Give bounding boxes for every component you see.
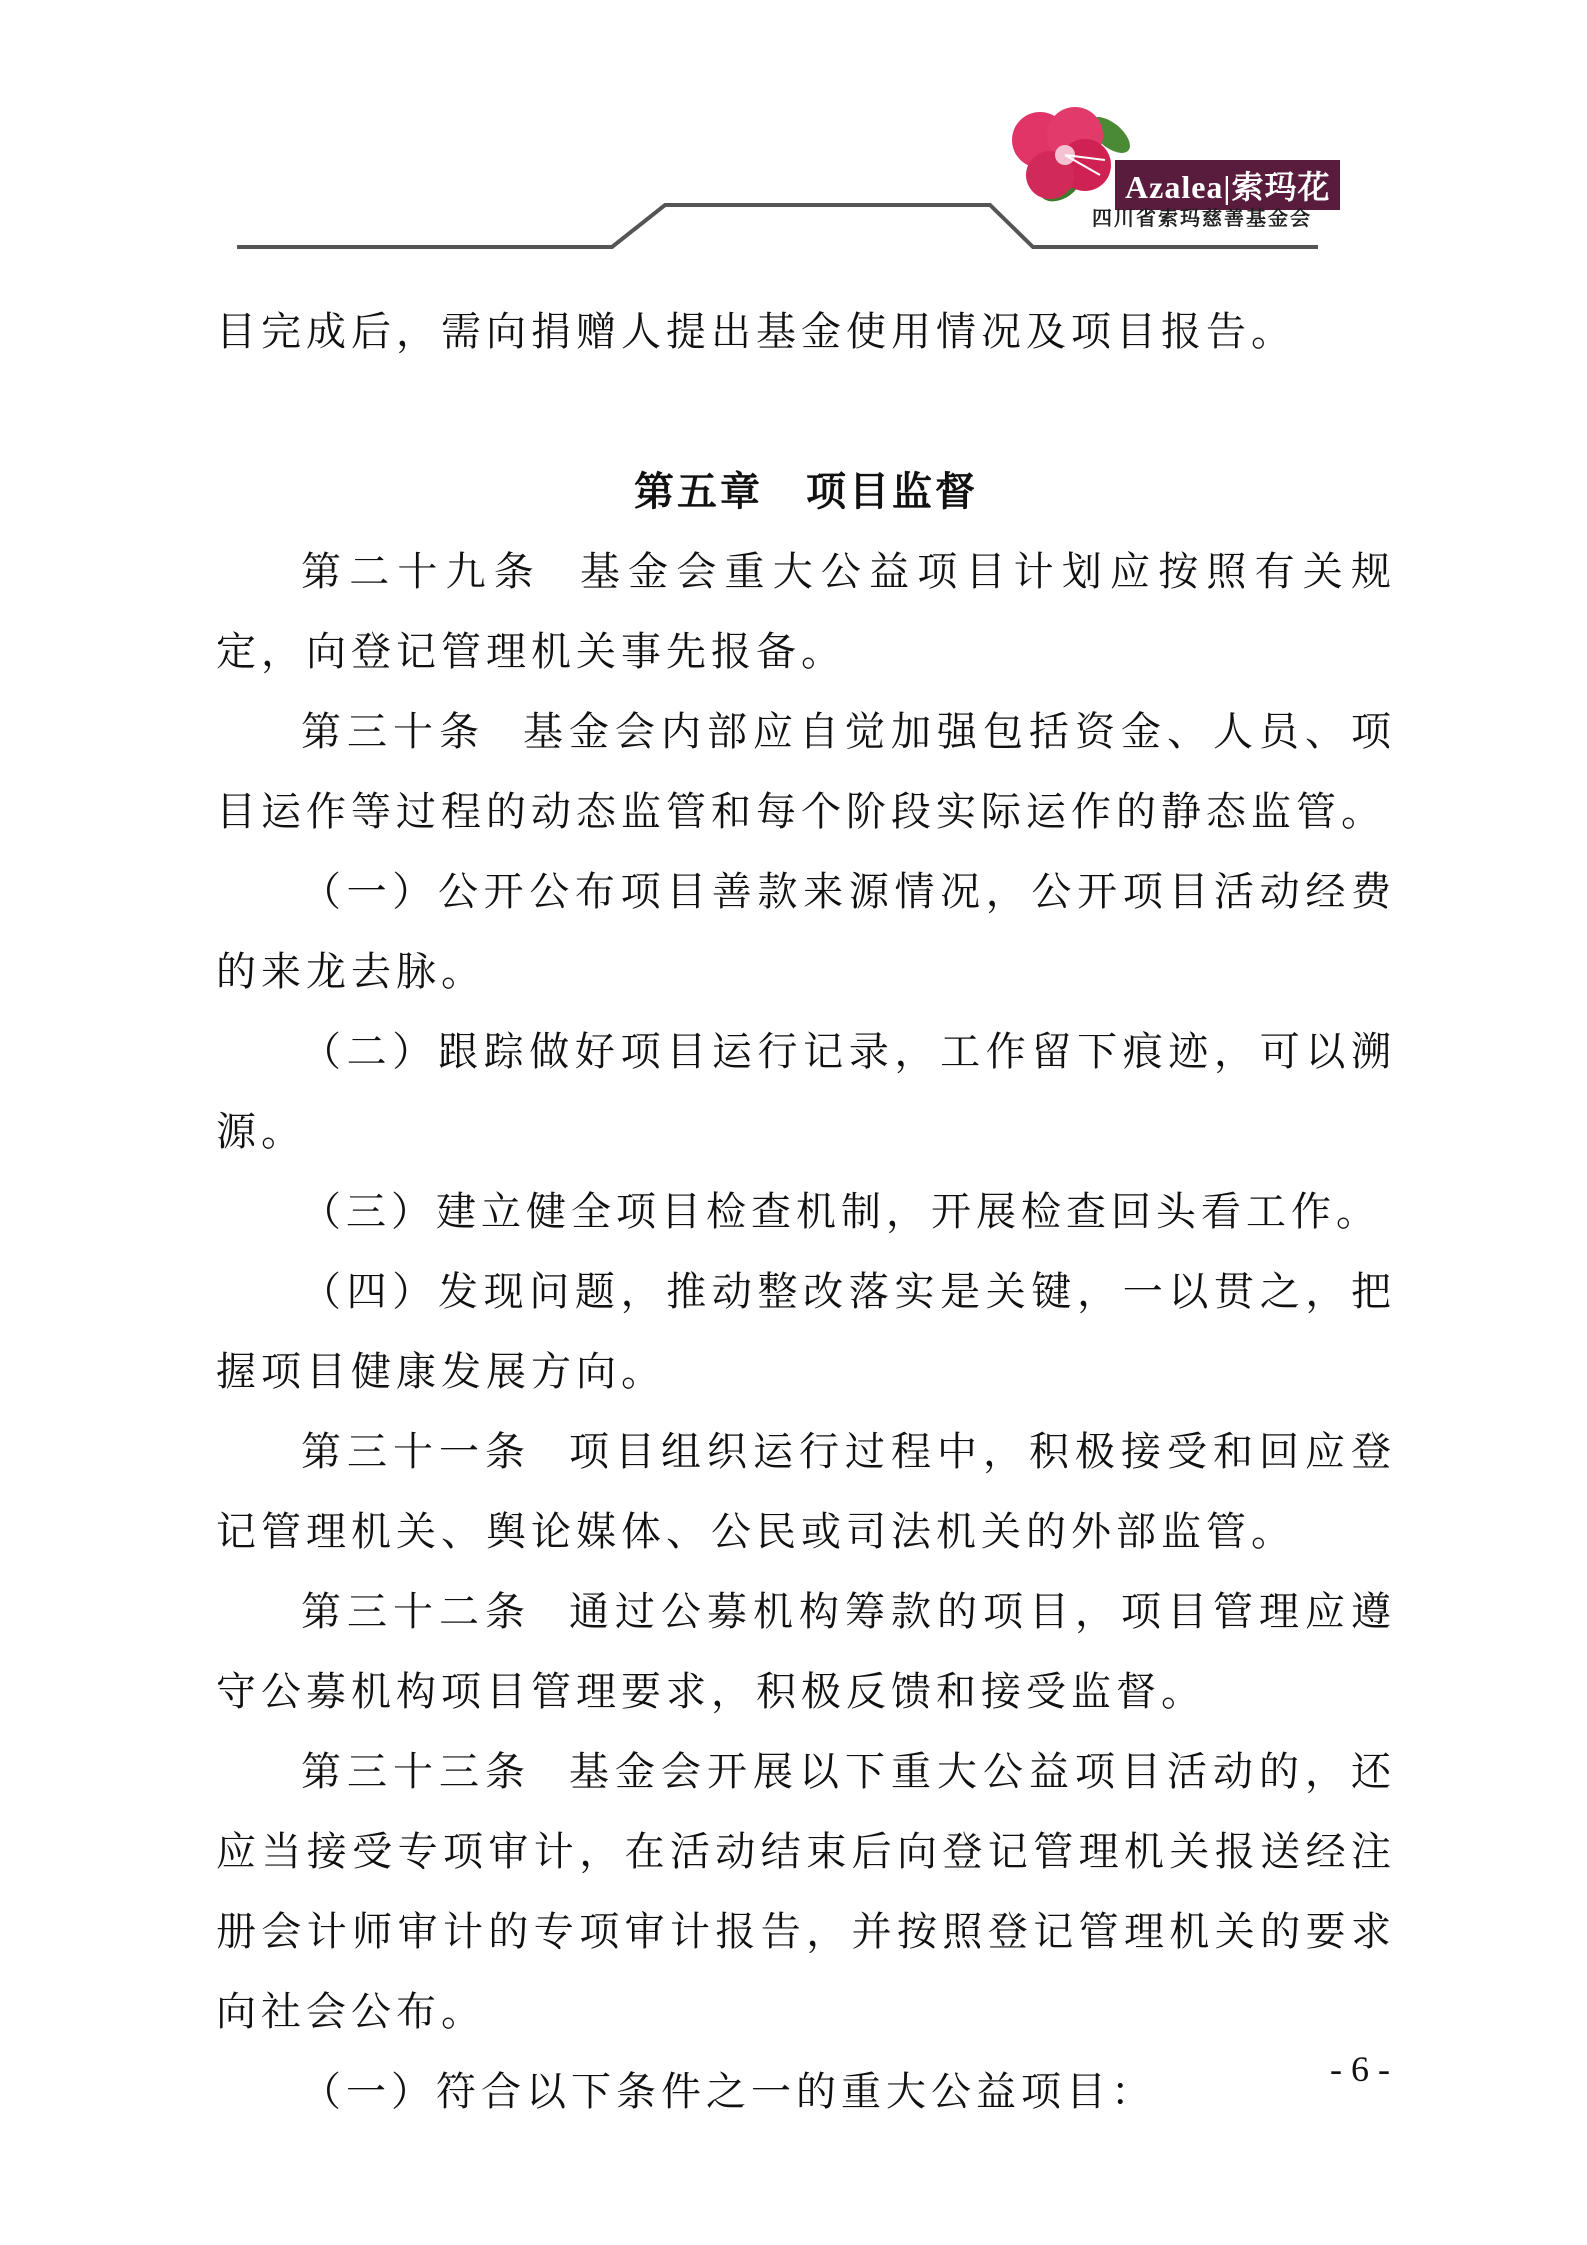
article-31 [216, 1412, 1396, 1572]
article-30-text: 基金会内部应自觉加强包括资金、人员、项目运作等过程的动态监管和每个阶段实际运作的静态监管。 [216, 709, 1396, 835]
article-32 [216, 1572, 1396, 1732]
article-33-label: 第三十三条 [301, 1749, 531, 1795]
article-30-label: 第三十条 [301, 709, 485, 755]
article-33-item-1: （一）符合以下条件之一的重大公益项目： [301, 2069, 1156, 2115]
logo-brand: Azalea|索玛花 [1115, 160, 1340, 210]
page-number: - 6 - [1330, 2049, 1390, 2089]
article-32-label: 第三十二条 [301, 1589, 531, 1635]
article-30-item-2: （二）跟踪做好项目运行记录，工作留下痕迹，可以溯源。 [216, 1029, 1396, 1155]
article-29 [216, 532, 1396, 692]
article-31-label: 第三十一条 [301, 1429, 531, 1475]
header-decoration [0, 0, 1587, 260]
logo-org-name: 四川省索玛慈善基金会 [1092, 206, 1312, 230]
continuation-paragraph: 目完成后，需向捐赠人提出基金使用情况及项目报告。 [216, 309, 1296, 355]
document-body [216, 292, 1396, 2132]
article-33-text: 基金会开展以下重大公益项目活动的，还应当接受专项审计，在活动结束后向登记管理机关报送经注册会计师审计的专项审计报告，并按照登记管理机关的要求向社会公布。 [216, 1749, 1396, 2035]
article-29-label: 第二十九条 [301, 549, 542, 595]
article-30 [216, 692, 1396, 852]
chapter-title: 第五章 项目监督 [634, 469, 978, 515]
article-31-text: 项目组织运行过程中，积极接受和回应登记管理机关、舆论媒体、公民或司法机关的外部监管。 [216, 1429, 1396, 1555]
article-30-item-3: （三）建立健全项目检查机制，开展检查回头看工作。 [301, 1189, 1381, 1235]
article-29-text: 基金会重大公益项目计划应按照有关规定，向登记管理机关事先报备。 [216, 549, 1397, 675]
article-33 [216, 1732, 1396, 2052]
article-30-item-1: （一）公开公布项目善款来源情况，公开项目活动经费的来龙去脉。 [216, 869, 1396, 995]
article-32-text: 通过公募机构筹款的项目，项目管理应遵守公募机构项目管理要求，积极反馈和接受监督。 [216, 1589, 1396, 1715]
article-30-item-4: （四）发现问题，推动整改落实是关键，一以贯之，把握项目健康发展方向。 [216, 1269, 1396, 1395]
